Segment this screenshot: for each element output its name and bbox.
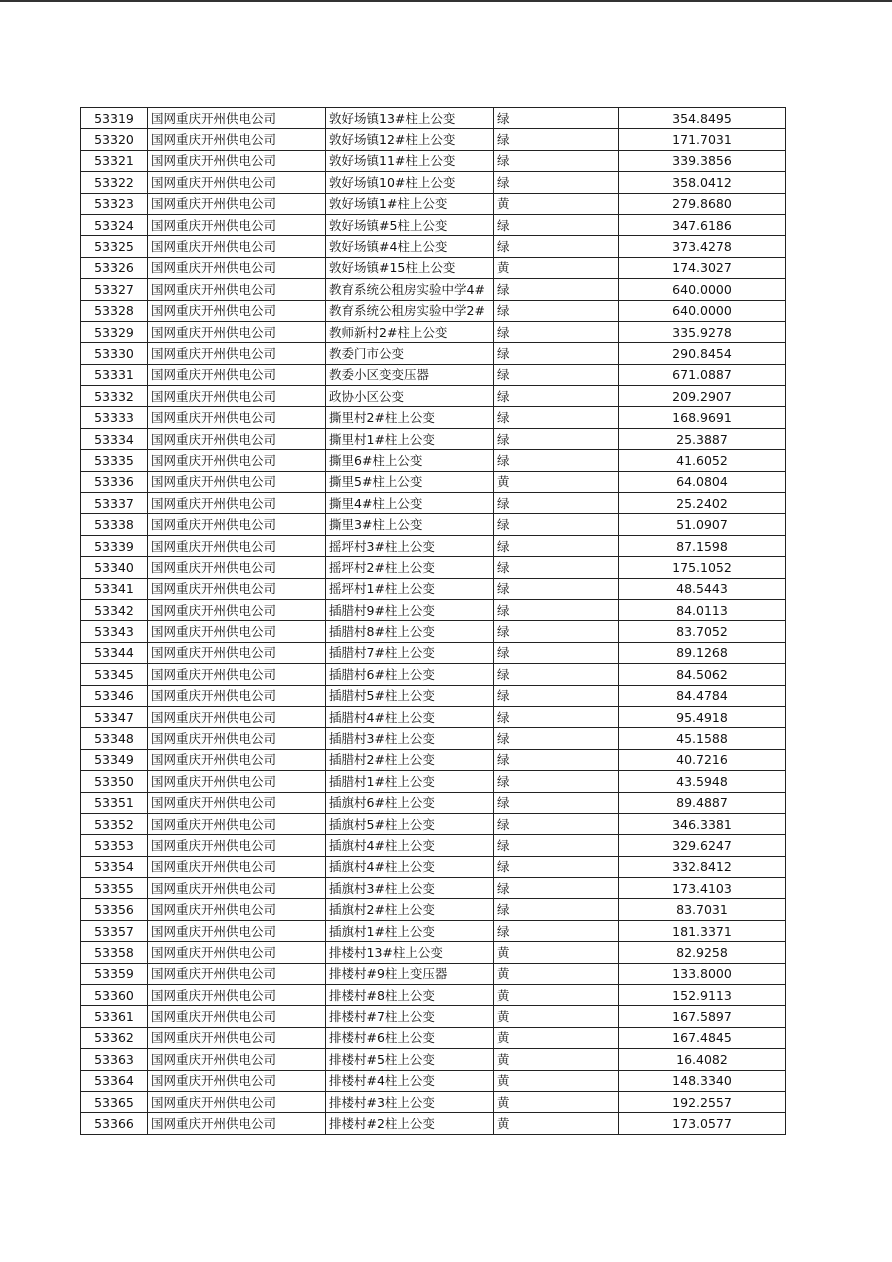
cell-value: 25.3887: [619, 428, 786, 449]
cell-transformer-name: 排楼村#5柱上公变: [326, 1049, 494, 1070]
cell-value: 671.0887: [619, 364, 786, 385]
table-row: [81, 150, 786, 171]
cell-value: 209.2907: [619, 386, 786, 407]
table-row: [81, 1006, 786, 1027]
cell-transformer-name: 撕里3#柱上公变: [326, 514, 494, 535]
cell-company: 国网重庆开州供电公司: [148, 578, 326, 599]
cell-id: 53344: [81, 642, 148, 663]
cell-value: 152.9113: [619, 985, 786, 1006]
cell-company: 国网重庆开州供电公司: [148, 985, 326, 1006]
table-row: [81, 985, 786, 1006]
cell-status: 绿: [494, 899, 619, 920]
cell-company: 国网重庆开州供电公司: [148, 236, 326, 257]
cell-value: 181.3371: [619, 920, 786, 941]
cell-status: 绿: [494, 792, 619, 813]
cell-company: 国网重庆开州供电公司: [148, 364, 326, 385]
cell-transformer-name: 排楼村#8柱上公变: [326, 985, 494, 1006]
cell-value: 43.5948: [619, 771, 786, 792]
cell-id: 53361: [81, 1006, 148, 1027]
cell-status: 黄: [494, 1091, 619, 1112]
cell-status: 黄: [494, 471, 619, 492]
cell-value: 175.1052: [619, 557, 786, 578]
cell-company: 国网重庆开州供电公司: [148, 1006, 326, 1027]
table-row: [81, 450, 786, 471]
cell-value: 640.0000: [619, 279, 786, 300]
cell-transformer-name: 插腊村8#柱上公变: [326, 621, 494, 642]
cell-id: 53321: [81, 150, 148, 171]
cell-id: 53341: [81, 578, 148, 599]
cell-company: 国网重庆开州供电公司: [148, 279, 326, 300]
cell-id: 53337: [81, 493, 148, 514]
cell-status: 绿: [494, 150, 619, 171]
cell-company: 国网重庆开州供电公司: [148, 664, 326, 685]
cell-company: 国网重庆开州供电公司: [148, 642, 326, 663]
cell-transformer-name: 敦好场镇13#柱上公变: [326, 108, 494, 129]
cell-status: 绿: [494, 450, 619, 471]
cell-transformer-name: 撕里6#柱上公变: [326, 450, 494, 471]
cell-company: 国网重庆开州供电公司: [148, 343, 326, 364]
cell-id: 53360: [81, 985, 148, 1006]
cell-value: 373.4278: [619, 236, 786, 257]
cell-id: 53329: [81, 321, 148, 342]
cell-status: 绿: [494, 108, 619, 129]
cell-value: 329.6247: [619, 835, 786, 856]
cell-status: 黄: [494, 942, 619, 963]
table-row: [81, 664, 786, 685]
cell-value: 95.4918: [619, 706, 786, 727]
table-row: [81, 856, 786, 877]
cell-id: 53345: [81, 664, 148, 685]
cell-status: 绿: [494, 856, 619, 877]
cell-status: 黄: [494, 985, 619, 1006]
cell-value: 358.0412: [619, 172, 786, 193]
cell-value: 173.4103: [619, 878, 786, 899]
table-row: [81, 214, 786, 235]
cell-value: 174.3027: [619, 257, 786, 278]
cell-transformer-name: 插旗村4#柱上公变: [326, 835, 494, 856]
cell-status: 绿: [494, 578, 619, 599]
cell-transformer-name: 敦好场镇#4柱上公变: [326, 236, 494, 257]
cell-value: 640.0000: [619, 300, 786, 321]
cell-id: 53330: [81, 343, 148, 364]
cell-company: 国网重庆开州供电公司: [148, 856, 326, 877]
cell-company: 国网重庆开州供电公司: [148, 150, 326, 171]
cell-status: 绿: [494, 771, 619, 792]
cell-id: 53359: [81, 963, 148, 984]
cell-transformer-name: 敦好场镇11#柱上公变: [326, 150, 494, 171]
cell-transformer-name: 撕里村1#柱上公变: [326, 428, 494, 449]
table-row: [81, 300, 786, 321]
cell-value: 83.7052: [619, 621, 786, 642]
cell-status: 绿: [494, 129, 619, 150]
cell-company: 国网重庆开州供电公司: [148, 1091, 326, 1112]
table-row: [81, 321, 786, 342]
cell-transformer-name: 排楼村13#柱上公变: [326, 942, 494, 963]
table-row: [81, 920, 786, 941]
table-row: [81, 1027, 786, 1048]
cell-transformer-name: 撕里村2#柱上公变: [326, 407, 494, 428]
cell-company: 国网重庆开州供电公司: [148, 471, 326, 492]
table-row: [81, 792, 786, 813]
cell-id: 53350: [81, 771, 148, 792]
cell-value: 84.4784: [619, 685, 786, 706]
table-row: [81, 257, 786, 278]
table-row: [81, 578, 786, 599]
cell-status: 绿: [494, 172, 619, 193]
cell-id: 53342: [81, 599, 148, 620]
cell-id: 53322: [81, 172, 148, 193]
cell-id: 53327: [81, 279, 148, 300]
cell-company: 国网重庆开州供电公司: [148, 963, 326, 984]
cell-value: 84.5062: [619, 664, 786, 685]
cell-company: 国网重庆开州供电公司: [148, 257, 326, 278]
cell-value: 347.6186: [619, 214, 786, 235]
table-row: [81, 428, 786, 449]
cell-status: 黄: [494, 1006, 619, 1027]
cell-status: 绿: [494, 493, 619, 514]
cell-status: 绿: [494, 835, 619, 856]
cell-transformer-name: 撕里5#柱上公变: [326, 471, 494, 492]
cell-transformer-name: 插腊村6#柱上公变: [326, 664, 494, 685]
table-row: [81, 749, 786, 770]
cell-status: 绿: [494, 642, 619, 663]
table-row: [81, 407, 786, 428]
cell-company: 国网重庆开州供电公司: [148, 514, 326, 535]
cell-value: 16.4082: [619, 1049, 786, 1070]
cell-company: 国网重庆开州供电公司: [148, 386, 326, 407]
cell-company: 国网重庆开州供电公司: [148, 108, 326, 129]
cell-company: 国网重庆开州供电公司: [148, 942, 326, 963]
table-row: [81, 599, 786, 620]
cell-id: 53365: [81, 1091, 148, 1112]
cell-company: 国网重庆开州供电公司: [148, 706, 326, 727]
table-row: [81, 535, 786, 556]
cell-status: 绿: [494, 878, 619, 899]
cell-transformer-name: 插旗村1#柱上公变: [326, 920, 494, 941]
cell-transformer-name: 敦好场镇#5柱上公变: [326, 214, 494, 235]
cell-company: 国网重庆开州供电公司: [148, 728, 326, 749]
cell-id: 53334: [81, 428, 148, 449]
cell-transformer-name: 排楼村#2柱上公变: [326, 1113, 494, 1134]
cell-company: 国网重庆开州供电公司: [148, 878, 326, 899]
cell-status: 黄: [494, 1027, 619, 1048]
cell-transformer-name: 插旗村3#柱上公变: [326, 878, 494, 899]
cell-transformer-name: 撕里4#柱上公变: [326, 493, 494, 514]
cell-transformer-name: 排楼村#7柱上公变: [326, 1006, 494, 1027]
cell-transformer-name: 插旗村6#柱上公变: [326, 792, 494, 813]
cell-transformer-name: 摇坪村2#柱上公变: [326, 557, 494, 578]
cell-transformer-name: 插旗村5#柱上公变: [326, 813, 494, 834]
cell-company: 国网重庆开州供电公司: [148, 749, 326, 770]
cell-company: 国网重庆开州供电公司: [148, 172, 326, 193]
table-row: [81, 236, 786, 257]
page-top-border: [0, 0, 892, 2]
cell-status: 绿: [494, 514, 619, 535]
table-row: [81, 621, 786, 642]
cell-company: 国网重庆开州供电公司: [148, 493, 326, 514]
cell-value: 171.7031: [619, 129, 786, 150]
cell-company: 国网重庆开州供电公司: [148, 193, 326, 214]
table-row: [81, 813, 786, 834]
cell-company: 国网重庆开州供电公司: [148, 450, 326, 471]
cell-transformer-name: 敦好场镇10#柱上公变: [326, 172, 494, 193]
cell-id: 53333: [81, 407, 148, 428]
table-body: [81, 108, 786, 1135]
table-row: [81, 343, 786, 364]
table-row: [81, 129, 786, 150]
table-row: [81, 899, 786, 920]
table-row: [81, 471, 786, 492]
table-row: [81, 193, 786, 214]
table-row: [81, 386, 786, 407]
table-row: [81, 364, 786, 385]
cell-id: 53320: [81, 129, 148, 150]
cell-transformer-name: 敦好场镇#15柱上公变: [326, 257, 494, 278]
cell-status: 绿: [494, 407, 619, 428]
cell-id: 53352: [81, 813, 148, 834]
cell-id: 53332: [81, 386, 148, 407]
cell-id: 53357: [81, 920, 148, 941]
cell-value: 279.8680: [619, 193, 786, 214]
table-row: [81, 279, 786, 300]
cell-value: 173.0577: [619, 1113, 786, 1134]
table-row: [81, 942, 786, 963]
cell-value: 41.6052: [619, 450, 786, 471]
cell-value: 83.7031: [619, 899, 786, 920]
table-row: [81, 1091, 786, 1112]
cell-status: 绿: [494, 920, 619, 941]
cell-id: 53336: [81, 471, 148, 492]
cell-value: 168.9691: [619, 407, 786, 428]
cell-id: 53363: [81, 1049, 148, 1070]
cell-transformer-name: 插腊村7#柱上公变: [326, 642, 494, 663]
cell-value: 167.5897: [619, 1006, 786, 1027]
table-row: [81, 706, 786, 727]
cell-value: 89.1268: [619, 642, 786, 663]
cell-company: 国网重庆开州供电公司: [148, 792, 326, 813]
cell-company: 国网重庆开州供电公司: [148, 535, 326, 556]
cell-id: 53364: [81, 1070, 148, 1091]
cell-status: 黄: [494, 1070, 619, 1091]
cell-status: 绿: [494, 599, 619, 620]
cell-status: 绿: [494, 343, 619, 364]
cell-company: 国网重庆开州供电公司: [148, 129, 326, 150]
table-row: [81, 493, 786, 514]
cell-status: 绿: [494, 428, 619, 449]
cell-status: 绿: [494, 535, 619, 556]
cell-id: 53319: [81, 108, 148, 129]
cell-company: 国网重庆开州供电公司: [148, 428, 326, 449]
cell-transformer-name: 排楼村#9柱上变压器: [326, 963, 494, 984]
cell-id: 53366: [81, 1113, 148, 1134]
table-row: [81, 963, 786, 984]
cell-status: 黄: [494, 963, 619, 984]
cell-value: 133.8000: [619, 963, 786, 984]
table-row: [81, 642, 786, 663]
cell-company: 国网重庆开州供电公司: [148, 920, 326, 941]
cell-id: 53346: [81, 685, 148, 706]
cell-status: 绿: [494, 685, 619, 706]
cell-id: 53356: [81, 899, 148, 920]
cell-status: 绿: [494, 279, 619, 300]
table-row: [81, 1113, 786, 1134]
table-row: [81, 685, 786, 706]
table-row: [81, 1070, 786, 1091]
cell-value: 290.8454: [619, 343, 786, 364]
cell-company: 国网重庆开州供电公司: [148, 1070, 326, 1091]
cell-company: 国网重庆开州供电公司: [148, 621, 326, 642]
cell-status: 绿: [494, 813, 619, 834]
cell-id: 53347: [81, 706, 148, 727]
cell-transformer-name: 教育系统公租房实验中学4#: [326, 279, 494, 300]
cell-company: 国网重庆开州供电公司: [148, 1027, 326, 1048]
cell-value: 82.9258: [619, 942, 786, 963]
cell-id: 53353: [81, 835, 148, 856]
cell-company: 国网重庆开州供电公司: [148, 321, 326, 342]
cell-transformer-name: 插腊村5#柱上公变: [326, 685, 494, 706]
cell-status: 绿: [494, 364, 619, 385]
cell-id: 53348: [81, 728, 148, 749]
cell-company: 国网重庆开州供电公司: [148, 300, 326, 321]
cell-id: 53324: [81, 214, 148, 235]
cell-company: 国网重庆开州供电公司: [148, 835, 326, 856]
cell-status: 绿: [494, 236, 619, 257]
cell-id: 53339: [81, 535, 148, 556]
cell-company: 国网重庆开州供电公司: [148, 599, 326, 620]
cell-status: 绿: [494, 214, 619, 235]
cell-id: 53362: [81, 1027, 148, 1048]
cell-status: 绿: [494, 300, 619, 321]
cell-transformer-name: 摇坪村3#柱上公变: [326, 535, 494, 556]
cell-transformer-name: 插旗村4#柱上公变: [326, 856, 494, 877]
cell-id: 53340: [81, 557, 148, 578]
table-row: [81, 557, 786, 578]
cell-status: 黄: [494, 193, 619, 214]
cell-company: 国网重庆开州供电公司: [148, 771, 326, 792]
cell-value: 148.3340: [619, 1070, 786, 1091]
cell-company: 国网重庆开州供电公司: [148, 685, 326, 706]
cell-transformer-name: 插腊村3#柱上公变: [326, 728, 494, 749]
cell-value: 192.2557: [619, 1091, 786, 1112]
table-row: [81, 771, 786, 792]
cell-company: 国网重庆开州供电公司: [148, 813, 326, 834]
cell-value: 346.3381: [619, 813, 786, 834]
cell-company: 国网重庆开州供电公司: [148, 1049, 326, 1070]
cell-company: 国网重庆开州供电公司: [148, 899, 326, 920]
cell-value: 45.1588: [619, 728, 786, 749]
cell-status: 绿: [494, 749, 619, 770]
cell-id: 53323: [81, 193, 148, 214]
cell-transformer-name: 敦好场镇12#柱上公变: [326, 129, 494, 150]
table-row: [81, 728, 786, 749]
cell-value: 25.2402: [619, 493, 786, 514]
cell-transformer-name: 插腊村1#柱上公变: [326, 771, 494, 792]
cell-value: 354.8495: [619, 108, 786, 129]
cell-id: 53328: [81, 300, 148, 321]
cell-id: 53351: [81, 792, 148, 813]
cell-status: 绿: [494, 321, 619, 342]
cell-transformer-name: 插腊村4#柱上公变: [326, 706, 494, 727]
cell-status: 绿: [494, 728, 619, 749]
cell-status: 黄: [494, 1049, 619, 1070]
cell-id: 53331: [81, 364, 148, 385]
cell-transformer-name: 排楼村#4柱上公变: [326, 1070, 494, 1091]
cell-company: 国网重庆开州供电公司: [148, 557, 326, 578]
cell-id: 53338: [81, 514, 148, 535]
cell-transformer-name: 插旗村2#柱上公变: [326, 899, 494, 920]
cell-value: 339.3856: [619, 150, 786, 171]
cell-transformer-name: 教育系统公租房实验中学2#: [326, 300, 494, 321]
cell-id: 53325: [81, 236, 148, 257]
cell-company: 国网重庆开州供电公司: [148, 214, 326, 235]
cell-company: 国网重庆开州供电公司: [148, 407, 326, 428]
cell-transformer-name: 教委小区变变压器: [326, 364, 494, 385]
data-table: [80, 107, 786, 1135]
cell-status: 黄: [494, 1113, 619, 1134]
cell-value: 332.8412: [619, 856, 786, 877]
cell-transformer-name: 敦好场镇1#柱上公变: [326, 193, 494, 214]
cell-id: 53358: [81, 942, 148, 963]
cell-transformer-name: 排楼村#6柱上公变: [326, 1027, 494, 1048]
cell-transformer-name: 排楼村#3柱上公变: [326, 1091, 494, 1112]
cell-transformer-name: 教委门市公变: [326, 343, 494, 364]
cell-status: 绿: [494, 706, 619, 727]
cell-value: 89.4887: [619, 792, 786, 813]
cell-id: 53326: [81, 257, 148, 278]
cell-value: 40.7216: [619, 749, 786, 770]
table-row: [81, 878, 786, 899]
table-row: [81, 108, 786, 129]
table-row: [81, 514, 786, 535]
table-row: [81, 835, 786, 856]
cell-status: 绿: [494, 557, 619, 578]
cell-status: 绿: [494, 386, 619, 407]
cell-status: 绿: [494, 621, 619, 642]
cell-id: 53354: [81, 856, 148, 877]
cell-value: 48.5443: [619, 578, 786, 599]
cell-status: 绿: [494, 664, 619, 685]
cell-id: 53343: [81, 621, 148, 642]
cell-value: 84.0113: [619, 599, 786, 620]
cell-transformer-name: 插腊村9#柱上公变: [326, 599, 494, 620]
cell-transformer-name: 政协小区公变: [326, 386, 494, 407]
cell-company: 国网重庆开州供电公司: [148, 1113, 326, 1134]
cell-id: 53349: [81, 749, 148, 770]
cell-transformer-name: 教师新村2#柱上公变: [326, 321, 494, 342]
cell-transformer-name: 摇坪村1#柱上公变: [326, 578, 494, 599]
cell-value: 87.1598: [619, 535, 786, 556]
cell-value: 64.0804: [619, 471, 786, 492]
cell-value: 167.4845: [619, 1027, 786, 1048]
cell-value: 335.9278: [619, 321, 786, 342]
cell-value: 51.0907: [619, 514, 786, 535]
table-row: [81, 1049, 786, 1070]
table-row: [81, 172, 786, 193]
cell-id: 53355: [81, 878, 148, 899]
cell-transformer-name: 插腊村2#柱上公变: [326, 749, 494, 770]
cell-status: 黄: [494, 257, 619, 278]
cell-id: 53335: [81, 450, 148, 471]
